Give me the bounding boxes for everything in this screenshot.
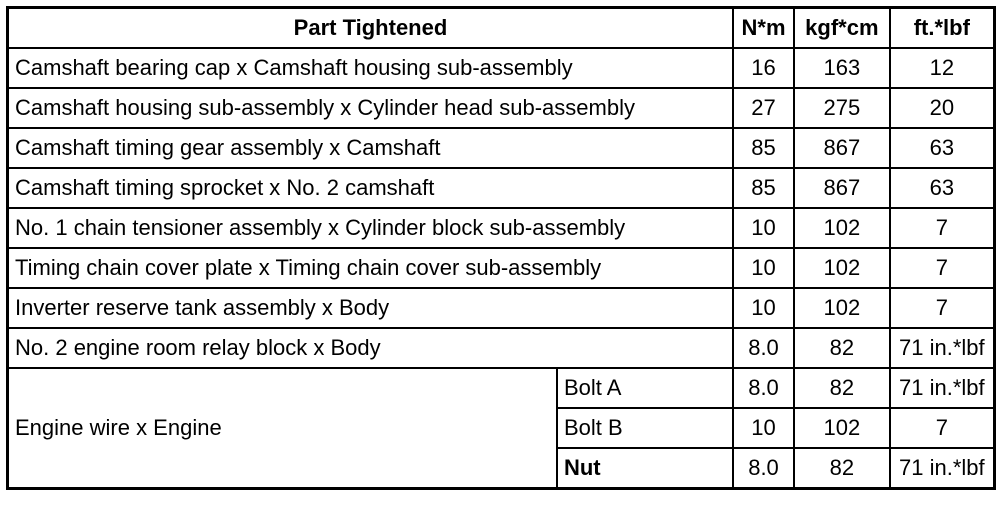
nm-cell: 85	[733, 128, 794, 168]
ft-cell: 7	[890, 208, 995, 248]
torque-spec-table	[6, 6, 996, 490]
fastener-cell: Bolt A	[557, 368, 733, 408]
header-nm: N*m	[733, 8, 794, 49]
header-kgf: kgf*cm	[794, 8, 890, 49]
ft-cell: 63	[890, 168, 995, 208]
table-row	[8, 208, 995, 248]
table-row	[8, 128, 995, 168]
ft-cell: 20	[890, 88, 995, 128]
fastener-cell: Bolt B	[557, 408, 733, 448]
table-row	[8, 248, 995, 288]
part-cell: No. 1 chain tensioner assembly x Cylinder block sub-assembly	[8, 208, 733, 248]
fastener-cell: Nut	[557, 448, 733, 489]
table-row	[8, 368, 995, 408]
ft-cell: 71 in.*lbf	[890, 328, 995, 368]
ft-cell: 7	[890, 248, 995, 288]
ft-cell: 71 in.*lbf	[890, 368, 995, 408]
ft-cell: 71 in.*lbf	[890, 448, 995, 489]
ft-cell: 7	[890, 288, 995, 328]
table-row	[8, 328, 995, 368]
nm-cell: 10	[733, 208, 794, 248]
table-row	[8, 288, 995, 328]
part-cell: Camshaft timing sprocket x No. 2 camshaft	[8, 168, 733, 208]
ft-cell: 63	[890, 128, 995, 168]
ft-cell: 7	[890, 408, 995, 448]
nm-cell: 8.0	[733, 368, 794, 408]
kgf-cell: 163	[794, 48, 890, 88]
table-row	[8, 48, 995, 88]
part-cell: Camshaft timing gear assembly x Camshaft	[8, 128, 733, 168]
nm-cell: 8.0	[733, 448, 794, 489]
kgf-cell: 867	[794, 168, 890, 208]
part-cell: Inverter reserve tank assembly x Body	[8, 288, 733, 328]
table-row	[8, 168, 995, 208]
nm-cell: 85	[733, 168, 794, 208]
header-ft: ft.*lbf	[890, 8, 995, 49]
kgf-cell: 82	[794, 368, 890, 408]
header-row	[8, 8, 995, 49]
kgf-cell: 867	[794, 128, 890, 168]
kgf-cell: 102	[794, 288, 890, 328]
nm-cell: 10	[733, 408, 794, 448]
kgf-cell: 82	[794, 448, 890, 489]
nm-cell: 16	[733, 48, 794, 88]
kgf-cell: 275	[794, 88, 890, 128]
part-cell: No. 2 engine room relay block x Body	[8, 328, 733, 368]
table-row	[8, 88, 995, 128]
part-cell: Timing chain cover plate x Timing chain cover sub-assembly	[8, 248, 733, 288]
kgf-cell: 102	[794, 408, 890, 448]
part-cell: Camshaft housing sub-assembly x Cylinder head sub-assembly	[8, 88, 733, 128]
part-cell-engine-wire: Engine wire x Engine	[8, 368, 557, 489]
nm-cell: 10	[733, 288, 794, 328]
nm-cell: 10	[733, 248, 794, 288]
nm-cell: 27	[733, 88, 794, 128]
header-part: Part Tightened	[8, 8, 733, 49]
kgf-cell: 102	[794, 208, 890, 248]
kgf-cell: 102	[794, 248, 890, 288]
part-cell: Camshaft bearing cap x Camshaft housing sub-assembly	[8, 48, 733, 88]
ft-cell: 12	[890, 48, 995, 88]
kgf-cell: 82	[794, 328, 890, 368]
nm-cell: 8.0	[733, 328, 794, 368]
